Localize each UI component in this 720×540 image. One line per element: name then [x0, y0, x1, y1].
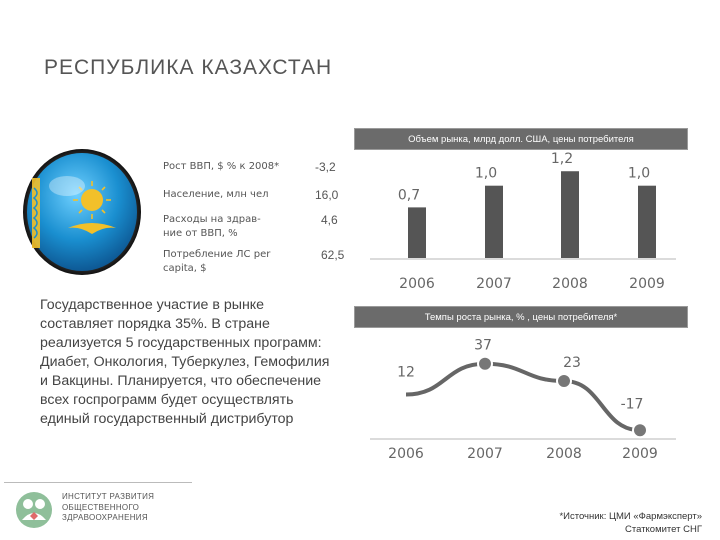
bar-2007 [485, 186, 503, 258]
bar-value-label: 1,2 [550, 151, 574, 168]
market-growth-title: Темпы роста рынка, % , цены потребителя* [354, 306, 688, 328]
x-tick-label: 2007 [467, 446, 503, 462]
x-tick-label: 2009 [622, 446, 658, 462]
bar-2006 [408, 207, 426, 258]
bar-2009 [638, 186, 656, 258]
stat-row-population [163, 188, 339, 202]
logo-line: ЗДРАВООХРАНЕНИЯ [62, 513, 148, 522]
page-title: РЕСПУБЛИКА КАЗАХСТАН [44, 56, 333, 79]
stat-label: Рост ВВП, $ % к 2008* [163, 161, 280, 172]
stat-value: -3,2 [315, 160, 336, 174]
bar-value-label: 1,0 [627, 165, 651, 182]
stat-row-gdp [163, 160, 336, 174]
market-volume-bar-chart [356, 150, 696, 300]
point-value-label: 12 [397, 364, 415, 381]
point-value-label: 23 [563, 354, 581, 371]
stat-label: Потребление ЛС per capita, $ [163, 249, 271, 274]
x-tick-label: 2008 [552, 276, 588, 292]
point-2008 [557, 374, 571, 388]
institute-logo [14, 490, 174, 534]
institute-logo-icon [14, 490, 54, 530]
point-2007 [478, 357, 492, 371]
stat-row-drug-consumption [163, 248, 345, 276]
x-tick-label: 2008 [546, 446, 582, 462]
kazakhstan-flag-icon [22, 148, 142, 276]
stat-value: 62,5 [321, 248, 345, 262]
government-participation-text: Государственное участие в рынке составляет порядка 35%. В стране реализуется 5 государственных программ: Диабет, Онкология, Туберкулез, Гемофилия и Вакцины. Планируется, что обеспечение всех госпрограмм будет осуществлять единый государственный дистрибутор [40, 297, 330, 427]
logo-line: ОБЩЕСТВЕННОГО [62, 502, 140, 512]
stat-value: 16,0 [315, 188, 339, 202]
source-line-2: Статкомитет СНГ [625, 524, 702, 535]
stat-row-health-spending [163, 213, 338, 241]
institute-logo-text [62, 492, 154, 524]
x-tick-label: 2009 [629, 276, 665, 292]
market-volume-title: Объем рынка, млрд долл. США, цены потребителя [354, 128, 688, 150]
source-note [502, 510, 702, 536]
divider [4, 482, 192, 483]
x-tick-label: 2006 [388, 446, 424, 462]
source-line-1: *Источник: ЦМИ «Фармэксперт» [559, 511, 702, 522]
stat-value: 4,6 [321, 213, 338, 227]
x-tick-label: 2007 [476, 276, 512, 292]
logo-line: ИНСТИТУТ РАЗВИТИЯ [62, 492, 155, 501]
bar-2008 [561, 171, 579, 258]
growth-line [406, 364, 640, 431]
bar-value-label: 1,0 [474, 165, 498, 182]
stat-label: Расходы на здрав- ние от ВВП, % [163, 214, 261, 239]
market-growth-line-chart [356, 330, 696, 470]
x-tick-label: 2006 [399, 276, 435, 292]
stat-label: Население, млн чел [163, 189, 269, 200]
point-2009 [633, 423, 647, 437]
point-value-label: 37 [474, 337, 492, 354]
point-value-label: -17 [620, 396, 644, 413]
bar-value-label: 0,7 [397, 187, 421, 204]
